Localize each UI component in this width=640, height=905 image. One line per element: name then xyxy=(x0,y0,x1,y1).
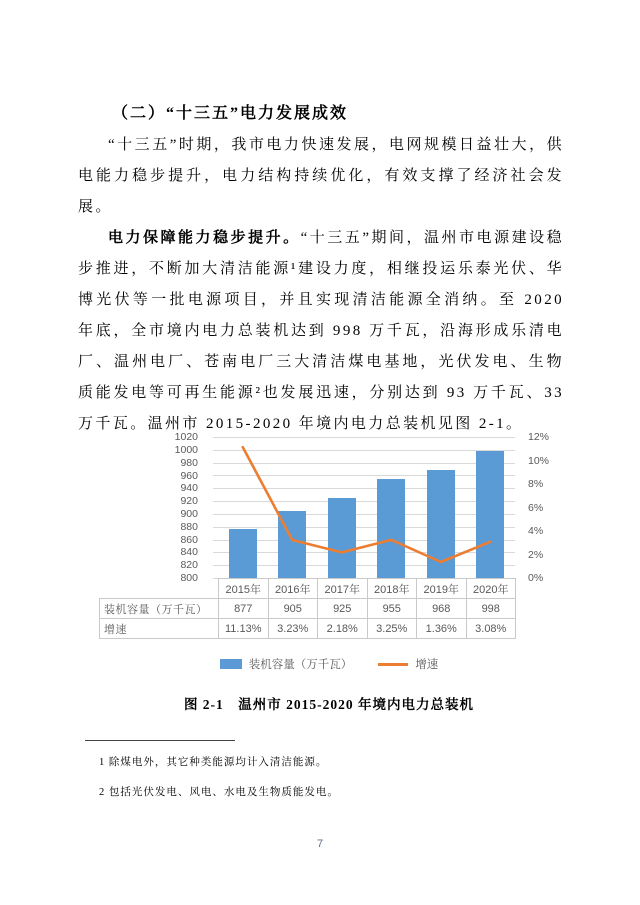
y-axis-left-label: 980 xyxy=(180,456,198,469)
row-label: 增速 xyxy=(100,619,219,639)
legend-label: 增速 xyxy=(415,659,439,671)
footnotes-block xyxy=(85,740,525,816)
y-axis-left-label: 880 xyxy=(180,520,198,533)
paragraph-body-text: “十三五”期间，温州市电源建设稳步推进，不断加大清洁能源¹建设力度，相继投运乐泰光伏、华博光伏等一批电源项目，并且实现清洁能源全消纳。至 2020 年底，全市境内电力总装机达到 998 万千瓦，沿海形成乐清电厂、温州电厂、苍南电厂三大清洁煤电基地，光伏发电、生物质能发电等可再生能源²也发展迅速，分别达到 93 万千瓦、33 万千瓦。温州市 2015-2020 年境内电力总装机见图 2-1。 xyxy=(78,230,565,432)
x-axis-label: 2020年 xyxy=(466,579,516,599)
y-axis-left-label: 960 xyxy=(180,469,198,482)
table-cell: 2.18% xyxy=(318,619,368,639)
footnote-separator xyxy=(85,740,235,741)
x-axis-label: 2019年 xyxy=(417,579,467,599)
table-cell: 3.25% xyxy=(367,619,417,639)
table-cell: 968 xyxy=(417,599,467,619)
table-cell: 3.23% xyxy=(268,619,318,639)
y-axis-right-label: 8% xyxy=(528,478,544,490)
x-axis-label: 2016年 xyxy=(268,579,318,599)
y-axis-left-label: 820 xyxy=(180,559,198,572)
table-row xyxy=(100,599,516,619)
y-axis-left-label: 840 xyxy=(180,546,198,559)
table-cell: 877 xyxy=(219,599,269,619)
y-axis-right-label: 0% xyxy=(528,572,544,584)
x-axis-label: 2017年 xyxy=(318,579,368,599)
table-cell: 925 xyxy=(318,599,368,619)
footnote-2: 2 包括光伏发电、风电、水电及生物质能发电。 xyxy=(99,787,339,798)
growth-line xyxy=(218,437,515,578)
chart-figure xyxy=(98,430,560,713)
legend-item xyxy=(220,656,353,672)
y-axis-right-label: 12% xyxy=(528,431,550,443)
table-cell: 3.08% xyxy=(466,619,516,639)
y-axis-left-label: 800 xyxy=(180,572,198,584)
y-axis-right-label: 4% xyxy=(528,525,544,537)
section-heading: （二）“十三五”电力发展成效 xyxy=(112,105,349,122)
y-axis-left-label: 900 xyxy=(180,507,198,520)
y-axis-left-label: 1000 xyxy=(174,443,198,456)
y-axis-left-label: 920 xyxy=(180,495,198,508)
legend-line-swatch-icon xyxy=(378,663,408,666)
paragraph-lead-bold: 电力保障能力稳步提升。 xyxy=(108,230,301,246)
legend-label: 装机容量（万千瓦） xyxy=(248,659,353,671)
paragraph-intro: “十三五”时期，我市电力快速发展，电网规模日益壮大，供电能力稳步提升，电力结构持续优化，有效支撑了经济社会发展。 xyxy=(78,137,564,215)
y-axis-left-label: 940 xyxy=(180,482,198,495)
table-cell: 955 xyxy=(367,599,417,619)
y-axis-right-label: 6% xyxy=(528,501,544,514)
figure-caption: 图 2-1 温州市 2015-2020 年境内电力总装机 xyxy=(183,697,475,712)
chart-legend xyxy=(98,639,560,672)
table-cell: 905 xyxy=(268,599,318,619)
table-row xyxy=(100,619,516,639)
page-number: 7 xyxy=(316,838,324,850)
table-cell: 998 xyxy=(466,599,516,619)
table-corner-cell xyxy=(100,579,219,599)
combo-chart xyxy=(98,430,560,639)
table-cell: 1.36% xyxy=(417,619,467,639)
paragraph-power-supply xyxy=(78,223,564,440)
chart-plot-area xyxy=(218,437,515,578)
legend-bar-swatch-icon xyxy=(220,659,242,669)
y-axis-left-label: 860 xyxy=(180,533,198,546)
y-axis-right-label: 2% xyxy=(528,548,544,561)
x-axis-label: 2015年 xyxy=(219,579,269,599)
row-label: 装机容量（万千瓦） xyxy=(100,599,219,619)
legend-item xyxy=(378,656,438,672)
footnote-1: 1 除煤电外，其它种类能源均计入清洁能源。 xyxy=(99,757,328,768)
table-cell: 11.13% xyxy=(219,619,269,639)
y-axis-left-label: 1020 xyxy=(174,431,198,443)
x-axis-label: 2018年 xyxy=(367,579,417,599)
chart-data-table xyxy=(99,578,516,639)
y-axis-right-label: 10% xyxy=(528,454,550,467)
